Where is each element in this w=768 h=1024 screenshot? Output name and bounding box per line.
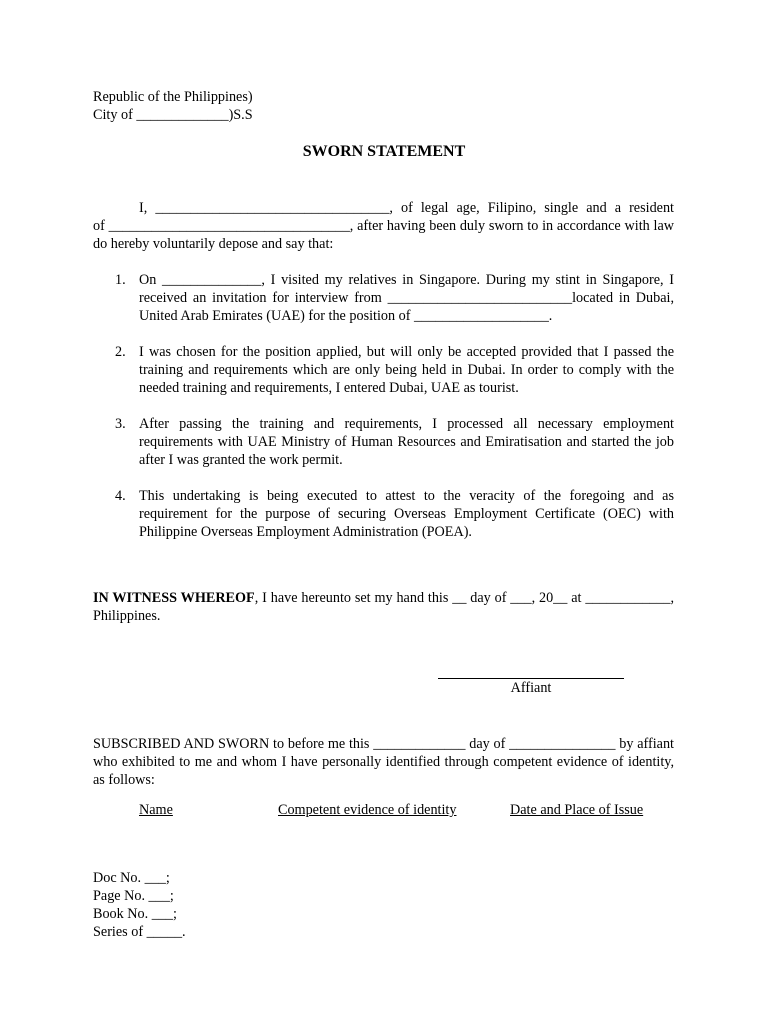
page-number: Page No. ___; — [93, 888, 174, 904]
statement-item — [93, 415, 674, 469]
signature-line — [438, 660, 624, 679]
witness-paragraph — [93, 589, 674, 625]
witness-text: , I have hereunto set my hand this __ day of ___, 20__ at ____________, Philippines. — [93, 590, 674, 624]
affiant-label: Affiant — [510, 680, 552, 696]
venue-country: Republic of the Philippines) — [93, 89, 253, 105]
item-number: 4. — [115, 488, 126, 504]
notarial-doc-info — [93, 869, 674, 941]
item-text: After passing the training and requirements, I processed all necessary employment requirements with UAE Ministry of Human Resources and Emiratisation and started the job after I was granted the work permit. — [139, 416, 674, 468]
intro-first-line — [93, 199, 674, 217]
column-name: Name — [139, 802, 173, 818]
doc-number: Doc No. ___; — [93, 870, 170, 886]
item-text: On ______________, I visited my relatives in Singapore. During my stint in Singapore, I received an invitation for interview from __________________________located in Dubai, United Arab Emirates (UAE) for the position of ___________________. — [139, 272, 674, 324]
witness-heading: IN WITNESS WHEREOF — [93, 590, 255, 606]
venue-block — [93, 88, 674, 124]
document-title: SWORN STATEMENT — [302, 143, 466, 160]
statement-item — [93, 487, 674, 541]
item-text: This undertaking is being executed to attest to the veracity of the foregoing and as requirement for the purpose of securing Overseas Employment Certificate (OEC) with Philippine Overseas Employment Administration (POEA). — [139, 488, 674, 540]
intro-line-1: I, _________________________________, of legal age, Filipino, single and a resident — [139, 200, 674, 216]
series-number: Series of _____. — [93, 924, 186, 940]
venue-city: City of _____________)S.S — [93, 107, 253, 123]
item-text: I was chosen for the position applied, but will only be accepted provided that I passed the training and requirements which are only being held in Dubai. In order to comply with the needed training and requirements, I entered Dubai, UAE as tourist. — [139, 344, 674, 396]
column-date-place: Date and Place of Issue — [510, 802, 644, 818]
intro-rest: of __________________________________, after having been duly sworn to in accordance with law do hereby voluntarily depose and say that: — [93, 218, 674, 252]
item-number: 3. — [115, 416, 126, 432]
subscribed-paragraph: SUBSCRIBED AND SWORN to before me this _____________ day of _______________ by affiant who exhibited to me and whom I have personally identified through competent evidence of identity, as follows: — [93, 736, 674, 788]
item-number: 2. — [115, 344, 126, 360]
statement-list — [93, 271, 674, 541]
statement-item — [93, 343, 674, 397]
intro-paragraph — [93, 199, 674, 253]
book-number: Book No. ___; — [93, 906, 177, 922]
item-number: 1. — [115, 272, 126, 288]
column-evidence: Competent evidence of identity — [278, 802, 457, 818]
statement-item — [93, 271, 674, 325]
identity-columns — [93, 801, 674, 819]
